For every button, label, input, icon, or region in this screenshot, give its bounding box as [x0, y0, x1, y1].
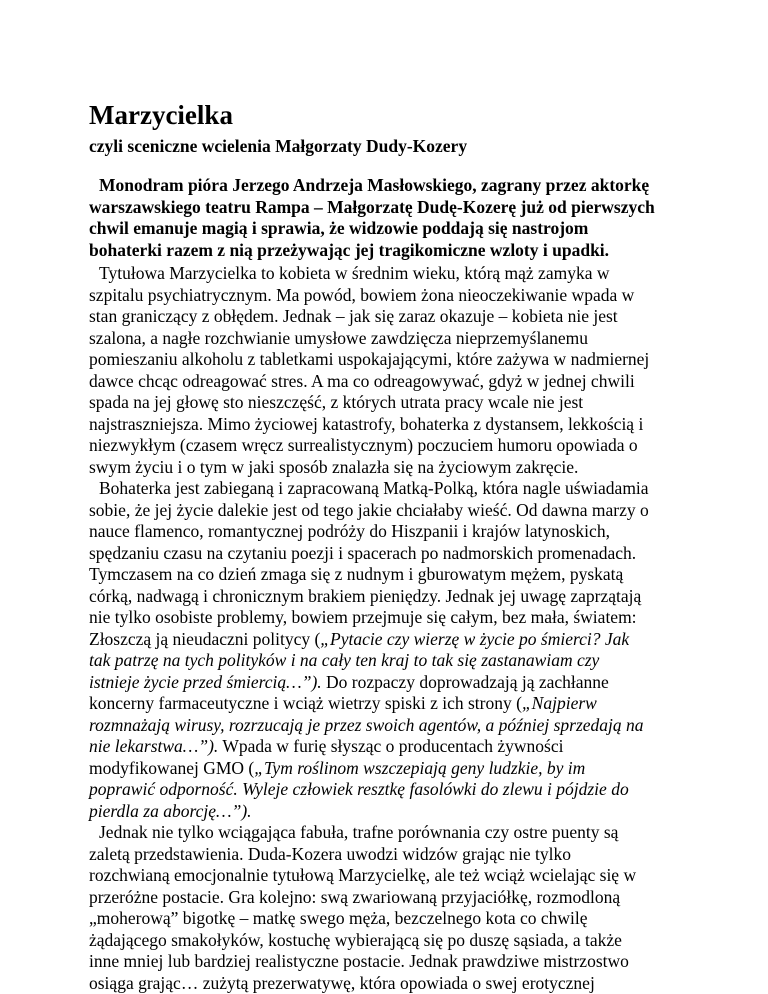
body-line: [89, 779, 683, 801]
body-line: inne mniej lub bardziej realistyczne postacie. Jednak prawdziwe mistrzostwo: [89, 951, 629, 971]
body-line: dawce chcąc odreagować stres. A ma co odreagowywać, gdyż w jednej chwili: [89, 370, 635, 391]
body-line: spada na jej głowę sto nieszczęść, z których utrata pracy wcale nie jest: [89, 392, 584, 412]
body-line: żądającego smakołyków, kostuchę wybierającą się po duszę sąsiada, a także: [89, 929, 622, 950]
paragraph-1: [89, 263, 683, 478]
paragraph-2: [89, 478, 683, 822]
quote-text: „Pytacie czy wierzę w życie po śmierci? Jak: [320, 628, 630, 649]
quote-text: istnieje życie przed śmiercią…”).: [89, 671, 322, 692]
body-line: swym życiu i o tym w jaki sposób znalazła się na życiowym zakręcie.: [89, 456, 579, 477]
body-line: [89, 672, 683, 694]
lead-line: Monodram pióra Jerzego Andrzeja Masłowskiego, zagrany przez aktorkę: [99, 175, 650, 195]
body-line: rozchwianą emocjonalnie tytułową Marzycielkę, ale też wciąż wcielając się w: [89, 865, 637, 885]
body-line: Bohaterka jest zabieganą i zapracowaną Matką-Polką, która nagle uświadamia: [99, 478, 649, 498]
body-line: zaletą przedstawienia. Duda-Kozera uwodzi widzów grając nie tylko: [89, 843, 572, 864]
body-line: najstraszniejsza. Mimo życiowej katastrofy, bohaterka z dystansem, lekkością i: [89, 413, 644, 434]
quote-text: poprawić odporność. Wyleje człowiek resztkę fasolówki do zlewu i pójdzie do: [89, 779, 629, 799]
lead-line: bohaterki razem z nią przeżywając jej tragikomiczne wzloty i upadki.: [89, 239, 610, 260]
body-line: [89, 758, 683, 780]
body-line: niezwykłym (czasem wręcz surrealistycznym) poczuciem humoru opowiada o: [89, 435, 638, 455]
quote-text: pierdla za aborcję…”).: [89, 800, 252, 821]
lead-line: warszawskiego teatru Rampa – Małgorzatę Dudę-Kozerę już od pierwszych: [89, 196, 655, 217]
body-text-run: Do rozpaczy doprowadzają ją zachłanne: [321, 671, 609, 692]
body-line: [89, 736, 683, 758]
body-line: córką, nadwagą i chronicznym brakiem pieniędzy. Jednak jej uwagę zaprzątają: [89, 585, 642, 606]
body-line: pomieszaniu alkoholu z tabletkami uspokajającymi, które zażywa w nadmiernej: [89, 349, 650, 369]
body-line: „moherową” bigotkę – matkę swego męża, bezczelnego kota co chwilę: [89, 908, 588, 928]
body-line: [89, 801, 683, 823]
body-line: [89, 650, 683, 672]
paragraph-3: [89, 822, 683, 994]
body-text-run: modyfikowanej GMO (: [89, 757, 255, 778]
body-line: szalona, a nagłe rozchwianie umysłowe zawdzięcza nieprzemyślanemu: [89, 327, 589, 348]
article-title: Marzycielka: [89, 100, 233, 130]
body-line: nie tylko osobiste problemy, bowiem przejmuje się całym, bez mała, światem:: [89, 607, 637, 627]
article-subtitle: czyli sceniczne wcielenia Małgorzaty Dudy-Kozery: [89, 136, 468, 156]
body-line: Tytułowa Marzycielka to kobieta w średnim wieku, którą mąż zamyka w: [99, 263, 610, 283]
lead-paragraph: [89, 175, 683, 261]
lead-line: chwil emanuje magią i sprawia, że widzowie poddają się nastrojom: [89, 218, 589, 238]
quote-text: „Tym roślinom wszczepiają geny ludzkie, by im: [254, 757, 586, 778]
body-line: [89, 715, 683, 737]
body-line: szpitalu psychiatrycznym. Ma powód, bowiem żona nieoczekiwanie wpada w: [89, 284, 635, 305]
quote-text: tak patrzę na tych polityków i na cały ten kraj to tak się zastanawiam czy: [89, 650, 600, 670]
body-line: sobie, że jej życie dalekie jest od tego jakie chciałaby wieść. Od dawna marzy o: [89, 499, 649, 520]
quote-text: rozmnażają wirusy, rozrzucają je przez swoich agentów, a później sprzedają na: [89, 714, 644, 735]
body-text-run: Złoszczą ją nieudaczni politycy (: [89, 628, 321, 649]
body-text-run: koncerny farmaceutyczne i wciąż wietrzy spiski z ich strony (: [89, 693, 522, 713]
quote-text: nie lekarstwa…”).: [89, 736, 219, 756]
body-line: nauce flamenco, romantycznej podróży do Hiszpanii i krajów latynoskich,: [89, 521, 610, 541]
body-text-run: Wpada w furię słysząc o producentach żywności: [218, 736, 564, 756]
body-line: Jednak nie tylko wciągająca fabuła, trafne porównania czy ostre puenty są: [99, 822, 619, 842]
body-line: [89, 629, 683, 651]
body-line: spędzaniu czasu na czytaniu poezji i spacerach po nadmorskich promenadach.: [89, 542, 637, 563]
body-line: Tymczasem na co dzień zmaga się z nudnym i gburowatym mężem, pyskatą: [89, 564, 624, 584]
body-line: [89, 693, 683, 715]
body-line: stan graniczący z obłędem. Jednak – jak się zaraz okazuje – kobieta nie jest: [89, 306, 618, 326]
body-line: osiąga grając… zużytą prezerwatywę, która opowiada o swej erotycznej: [89, 972, 595, 993]
article-body: [89, 263, 683, 994]
quote-text: „Najpierw: [521, 693, 597, 713]
body-line: przeróżne postacie. Gra kolejno: swą zwariowaną przyjaciółkę, rozmodloną: [89, 886, 621, 907]
